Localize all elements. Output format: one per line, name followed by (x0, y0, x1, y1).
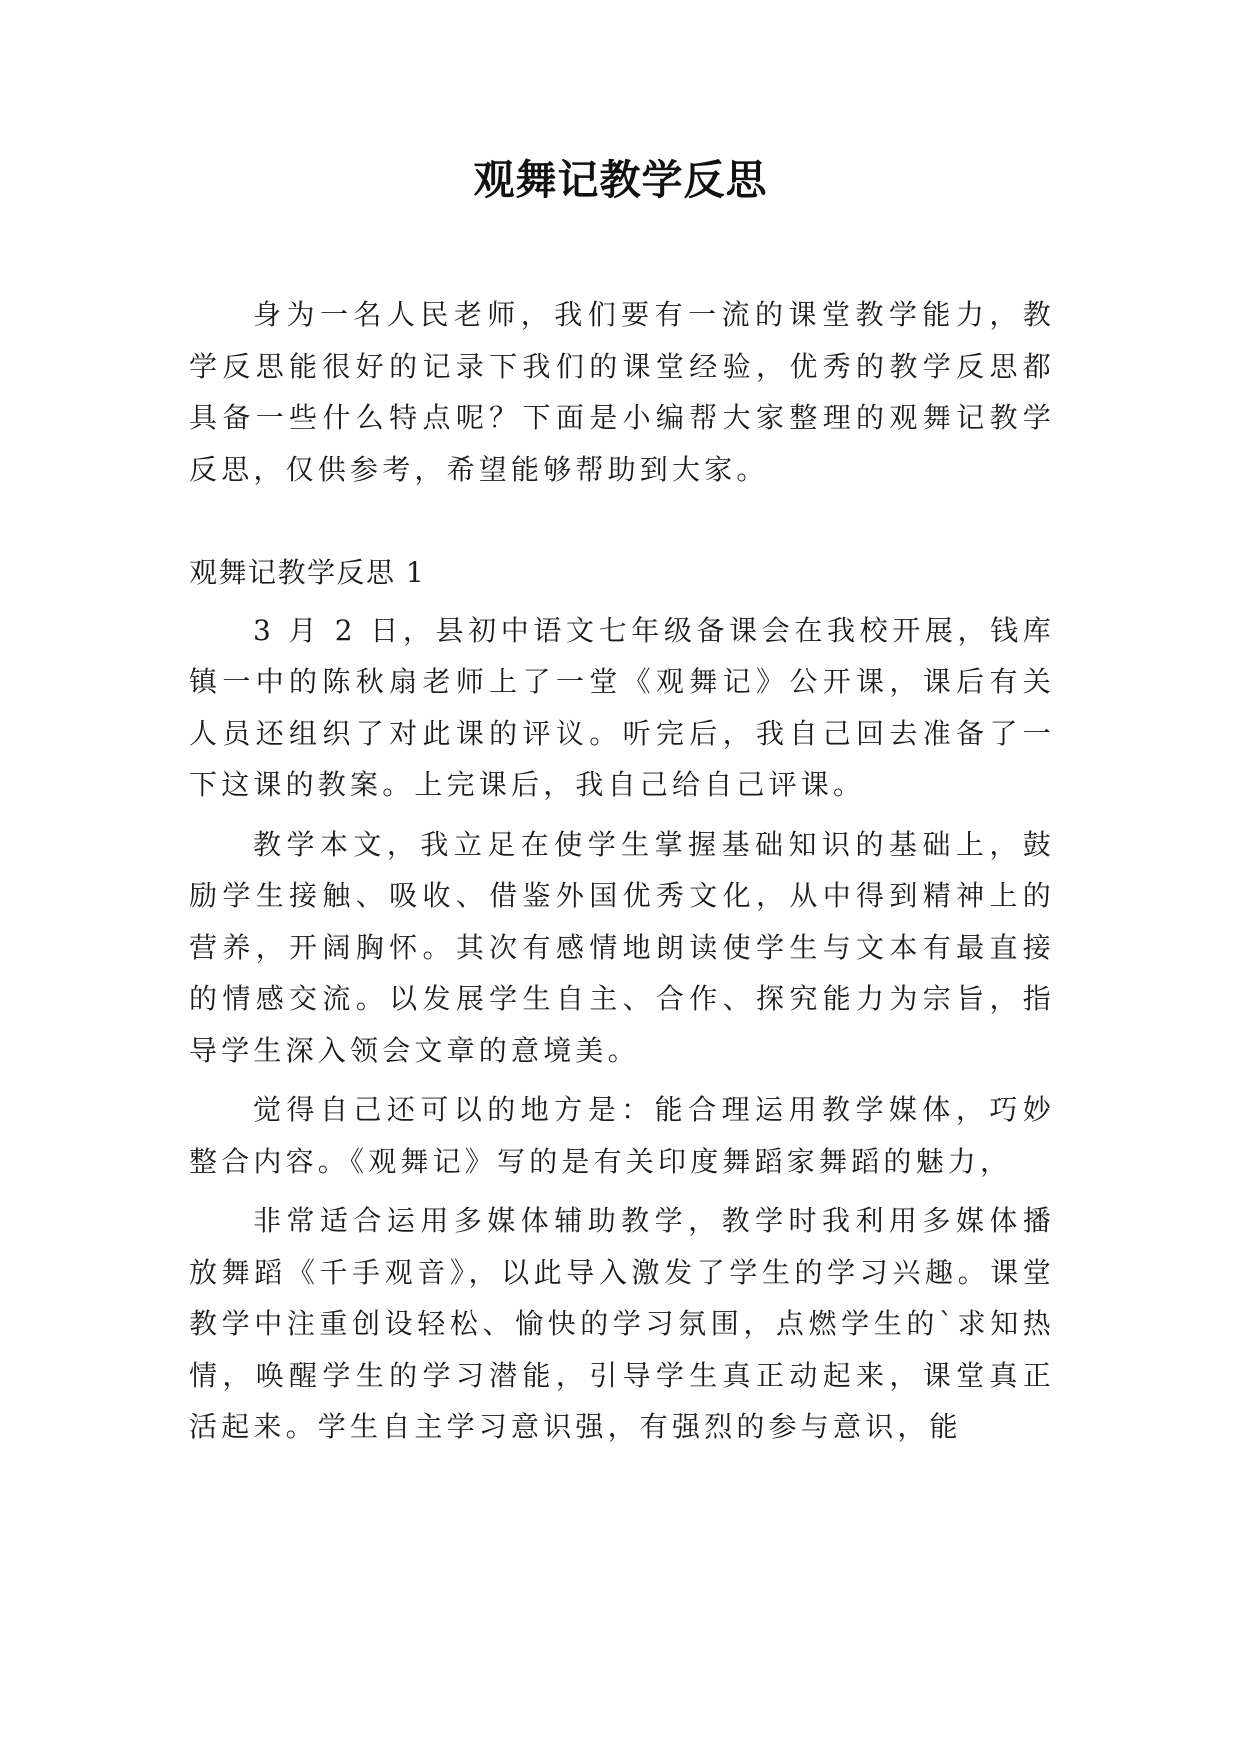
document-title: 观舞记教学反思 (473, 156, 768, 204)
body-paragraph-4: 非常适合运用多媒体辅助教学，教学时我利用多媒体播放舞蹈《千手观音》，以此导入激发了学生的学习兴趣。课堂教学中注重创设轻松、愉快的学习氛围，点燃学生的`求知热情，唤醒学生的学习潜能，引导学生真正动起来，课堂真正活起来。学生自主学习意识强，有强烈的参与意识，能 (189, 1204, 1055, 1443)
intro-paragraph: 身为一名人民老师，我们要有一流的课堂教学能力，教学反思能很好的记录下我们的课堂经验，优秀的教学反思都具备一些什么特点呢？下面是小编帮大家整理的观舞记教学反思，仅供参考，希望能够帮助到大家。 (189, 298, 1055, 486)
body-paragraph-3: 觉得自己还可以的地方是：能合理运用教学媒体，巧妙整合内容。《观舞记》写的是有关印度舞蹈家舞蹈的魅力， (189, 1093, 1055, 1178)
section-heading: 观舞记教学反思 1 (189, 556, 426, 589)
body-paragraph-2: 教学本文，我立足在使学生掌握基础知识的基础上，鼓励学生接触、吸收、借鉴外国优秀文化，从中得到精神上的营养，开阔胸怀。其次有感情地朗读使学生与文本有最直接的情感交流。以发展学生自主、合作、探究能力为宗旨，指导学生深入领会文章的意境美。 (189, 827, 1055, 1067)
document-body (189, 289, 1055, 1453)
body-paragraph-1: 3 月 2 日，县初中语文七年级备课会在我校开展，钱库镇一中的陈秋扇老师上了一堂《观舞记》公开课，课后有关人员还组织了对此课的评议。听完后，我自己回去准备了一下这课的教案。上完课后，我自己给自己评课。 (189, 613, 1055, 801)
